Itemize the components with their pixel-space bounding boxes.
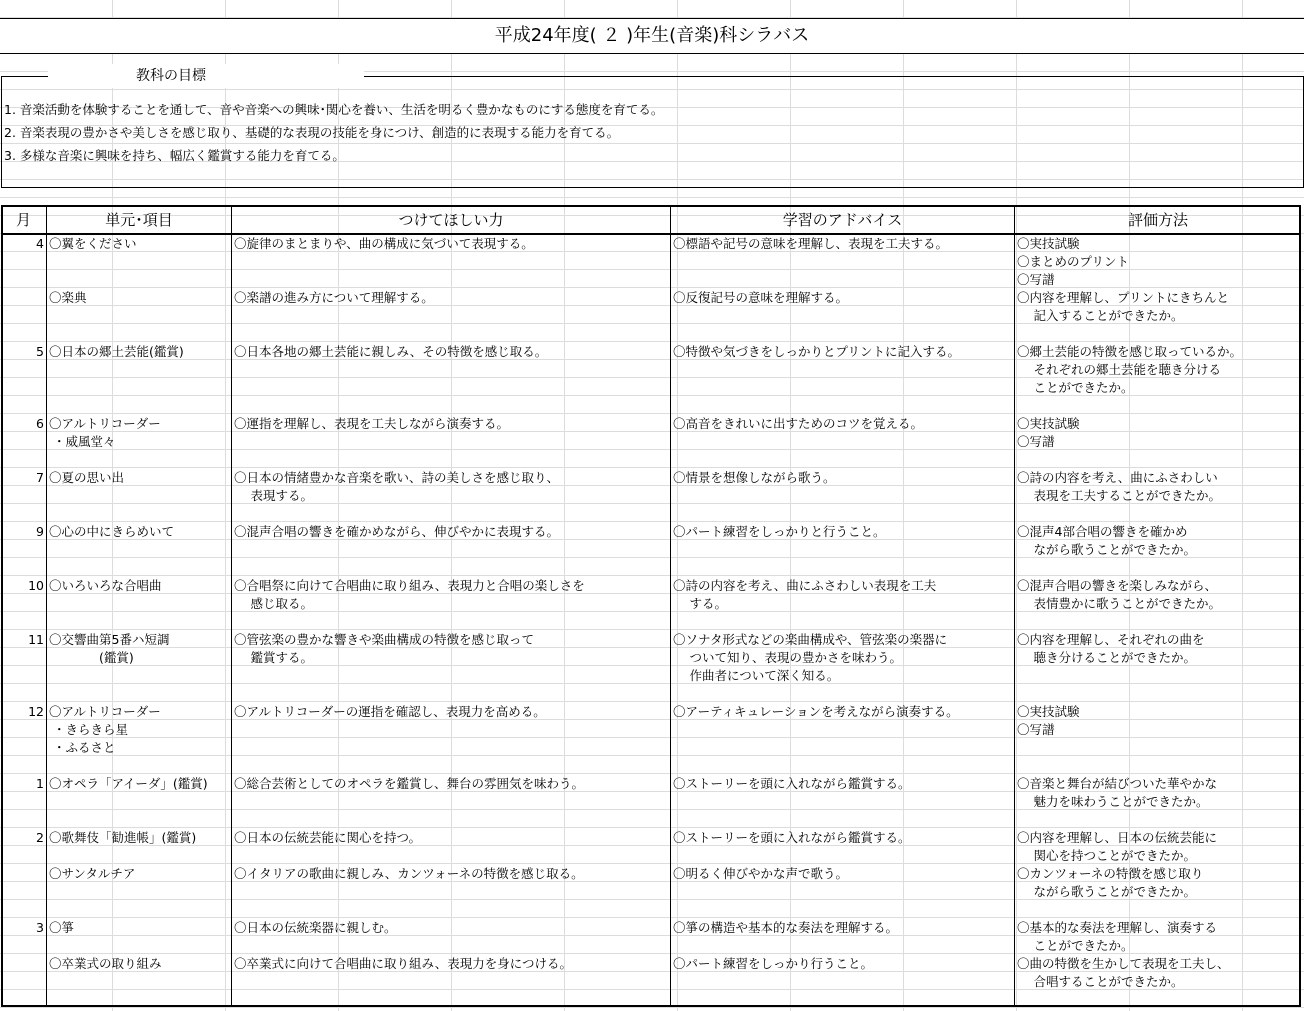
row-skill: 〇混声合唱の響きを確かめながら、伸びやかに表現する。 <box>234 524 560 539</box>
goal-line: 3. 多様な音楽に興味を持ち、幅広く鑑賞する能力を育てる。 <box>4 148 345 163</box>
row-skill: 〇日本の伝統楽器に親しむ。 <box>234 920 397 935</box>
row-unit: 〇オペラ「アイーダ」(鑑賞) <box>49 776 208 791</box>
row-month: 11 <box>28 632 44 647</box>
row-advice: 〇ストーリーを頭に入れながら鑑賞する。 <box>673 776 911 791</box>
row-unit: 〇卒業式の取り組み <box>49 956 162 971</box>
row-month: 1 <box>36 776 44 791</box>
row-month: 9 <box>36 524 44 539</box>
row-month: 5 <box>36 344 44 359</box>
row-eval: 〇実技試験 〇まとめのプリント 〇写譜 <box>1017 236 1130 287</box>
row-skill: 〇日本の伝統芸能に関心を持つ。 <box>234 830 422 845</box>
column-divider <box>670 205 671 1007</box>
row-skill: 〇日本の情緒豊かな音楽を歌い、詩の美しさを感じ取り、 表現する。 <box>234 470 560 503</box>
row-skill: 〇アルトリコーダーの運指を確認し、表現力を高める。 <box>234 704 546 719</box>
row-unit: 〇いろいろな合唱曲 <box>49 578 162 593</box>
row-advice: 〇箏の構造や基本的な奏法を理解する。 <box>673 920 899 935</box>
row-eval: 〇詩の内容を考え、曲にふさわしい 表現を工夫することができたか。 <box>1017 470 1221 503</box>
row-advice: 〇アーティキュレーションを考えながら演奏する。 <box>673 704 959 719</box>
row-skill: 〇楽譜の進み方について理解する。 <box>234 290 434 305</box>
row-advice: 〇明るく伸びやかな声で歌う。 <box>673 866 849 881</box>
row-eval: 〇カンツォーネの特徴を感じ取り ながら歌うことができたか。 <box>1017 866 1204 899</box>
row-advice: 〇特徴や気づきをしっかりとプリントに記入する。 <box>673 344 961 359</box>
row-skill: 〇合唱祭に向けて合唱曲に取り組み、表現力と合唱の楽しさを 感じ取る。 <box>234 578 585 611</box>
row-skill: 〇卒業式に向けて合唱曲に取り組み、表現力を身につける。 <box>234 956 573 971</box>
page-title: 平成24年度( ２ )年生(音楽)科シラバス <box>0 18 1304 54</box>
row-eval: 〇基本的な奏法を理解し、演奏する ことができたか。 <box>1017 920 1218 953</box>
row-eval: 〇音楽と舞台が結びついた華やかな 魅力を味わうことができたか。 <box>1017 776 1218 809</box>
row-month: 7 <box>36 470 44 485</box>
row-eval: 〇曲の特徴を生かして表現を工夫し、 合唱することができたか。 <box>1017 956 1230 989</box>
row-month: 12 <box>28 704 44 719</box>
column-divider <box>231 205 232 1007</box>
header-unit: 単元･項目 <box>105 211 173 229</box>
row-skill: 〇旋律のまとまりや、曲の構成に気づいて表現する。 <box>234 236 534 251</box>
row-skill: 〇運指を理解し、表現を工夫しながら演奏する。 <box>234 416 510 431</box>
row-eval: 〇実技試験 〇写譜 <box>1017 416 1080 449</box>
row-eval: 〇内容を理解し、プリントにきちんと 記入することができたか。 <box>1017 290 1230 323</box>
row-unit: 〇楽典 <box>49 290 87 305</box>
row-unit: 〇サンタルチア <box>49 866 136 881</box>
row-advice: 〇情景を想像しながら歌う。 <box>673 470 836 485</box>
row-month: 6 <box>36 416 44 431</box>
row-eval: 〇内容を理解し、日本の伝統芸能に 関心を持つことができたか。 <box>1017 830 1218 863</box>
row-eval: 〇内容を理解し、それぞれの曲を 聴き分けることができたか。 <box>1017 632 1205 665</box>
row-unit: 〇日本の郷土芸能(鑑賞) <box>49 344 184 359</box>
row-advice: 〇パート練習をしっかり行うこと。 <box>673 956 874 971</box>
row-month: 3 <box>36 920 44 935</box>
row-unit: 〇アルトリコーダー ・きらきら星 ・ふるさと <box>49 704 161 755</box>
column-divider <box>46 205 47 1007</box>
row-advice: 〇反復記号の意味を理解する。 <box>673 290 849 305</box>
row-month: 2 <box>36 830 44 845</box>
row-unit: 〇アルトリコーダー ・威風堂々 <box>49 416 161 449</box>
row-month: 4 <box>36 236 44 251</box>
row-skill: 〇総合芸術としてのオペラを鑑賞し、舞台の雰囲気を味わう。 <box>234 776 585 791</box>
row-advice: 〇詩の内容を考え、曲にふさわしい表現を工夫 する。 <box>673 578 937 611</box>
row-unit: 〇心の中にきらめいて <box>49 524 175 539</box>
row-unit: 〇夏の思い出 <box>49 470 125 485</box>
row-advice: 〇高音をきれいに出すためのコツを覚える。 <box>673 416 924 431</box>
row-skill: 〇日本各地の郷土芸能に親しみ、その特徴を感じ取る。 <box>234 344 548 359</box>
row-advice: 〇ソナタ形式などの楽曲構成や、管弦楽の楽器に ついて知り、表現の豊かさを味わう。 作曲者について深く知る。 <box>673 632 948 683</box>
row-advice: 〇標語や記号の意味を理解し、表現を工夫する。 <box>673 236 949 251</box>
row-skill: 〇イタリアの歌曲に親しみ、カンツォーネの特徴を感じ取る。 <box>234 866 584 881</box>
row-advice: 〇パート練習をしっかりと行うこと。 <box>673 524 886 539</box>
row-unit: 〇歌舞伎「勧進帳」(鑑賞) <box>49 830 197 845</box>
row-eval: 〇混声合唱の響きを楽しみながら、 表情豊かに歌うことができたか。 <box>1017 578 1221 611</box>
row-eval: 〇郷土芸能の特徴を感じ取っているか。 それぞれの郷土芸能を聴き分ける ことができたか。 <box>1017 344 1243 395</box>
header-month: 月 <box>15 211 31 229</box>
goal-line: 2. 音楽表現の豊かさや美しさを感じ取り、基礎的な表現の技能を身につけ、創造的に表現する能力を育てる。 <box>4 125 620 140</box>
column-divider <box>1014 205 1015 1007</box>
row-month: 10 <box>28 578 44 593</box>
row-advice: 〇ストーリーを頭に入れながら鑑賞する。 <box>673 830 911 845</box>
row-unit: 〇箏 <box>49 920 75 935</box>
goals-label: 教科の目標 <box>48 64 364 88</box>
header-eval: 評価方法 <box>1127 211 1188 229</box>
row-eval: 〇実技試験 〇写譜 <box>1017 704 1080 737</box>
header-skill: つけてほしい力 <box>398 211 504 229</box>
header-advice: 学習のアドバイス <box>782 211 903 229</box>
goal-line: 1. 音楽活動を体験することを通して、音や音楽への興味･関心を養い、生活を明るく豊かなものにする態度を育てる。 <box>4 102 664 117</box>
row-skill: 〇管弦楽の豊かな響きや楽曲構成の特徴を感じ取って 鑑賞する。 <box>234 632 535 665</box>
row-unit: 〇交響曲第5番ハ短調 (鑑賞) <box>49 632 170 665</box>
row-unit: 〇翼をください <box>49 236 137 251</box>
row-eval: 〇混声4部合唱の響きを確かめ ながら歌うことができたか。 <box>1017 524 1196 557</box>
